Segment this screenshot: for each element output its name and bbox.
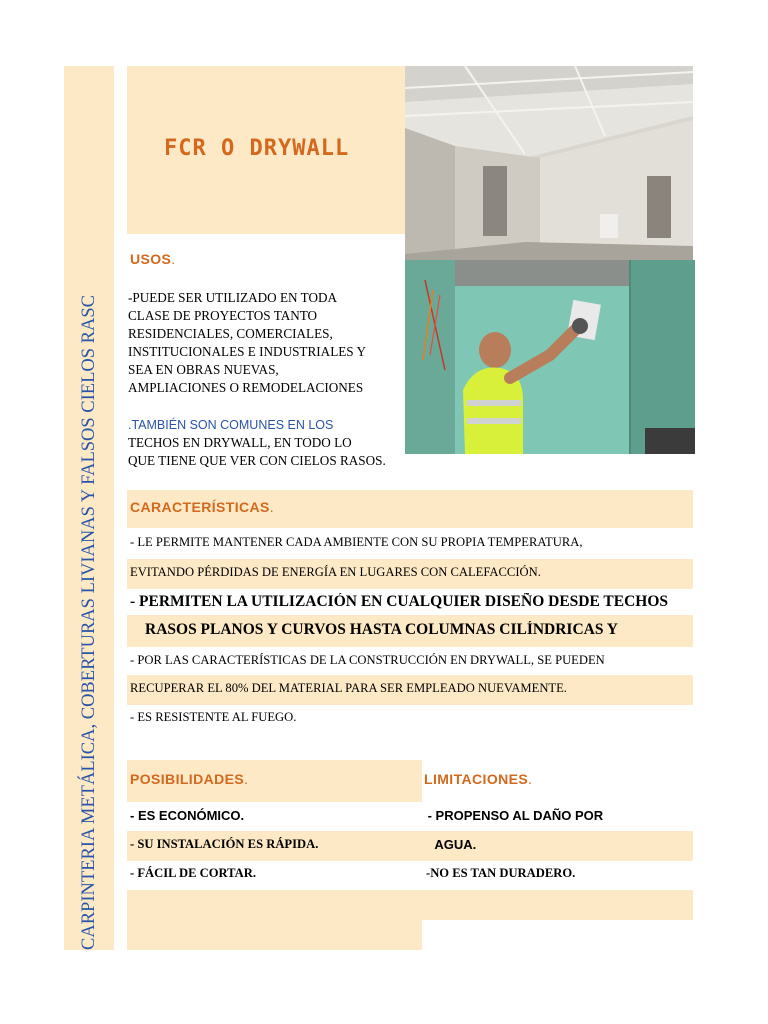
caracteristica-line-bold: RASOS PLANOS Y CURVOS HASTA COLUMNAS CILÍNDRICAS Y — [145, 621, 618, 638]
page-title: FCR O DRYWALL — [164, 136, 350, 161]
caracteristica-line: - POR LAS CARACTERÍSTICAS DE LA CONSTRUCCIÓN EN DRYWALL, SE PUEDEN — [130, 653, 605, 667]
caracteristica-line: - ES RESISTENTE AL FUEGO. — [130, 710, 297, 724]
limitacion-band — [422, 890, 693, 920]
drywall-room-photo — [405, 66, 693, 260]
posibilidades-heading: POSIBILIDADES. — [130, 771, 249, 787]
usos-paragraph-1: -PUEDE SER UTILIZADO EN TODA CLASE DE PROYECTOS TANTO RESIDENCIALES, COMERCIALES, INSTITUCIONALES E INDUSTRIALES Y SEA EN OBRAS NUEVAS, AMPLIACIONES O REMODELACIONES — [128, 290, 366, 395]
posibilidad-item: - ES ECONÓMICO. — [130, 808, 245, 823]
limitacion-item: -NO ES TAN DURADERO. — [426, 866, 576, 880]
caracteristica-line: - LE PERMITE MANTENER CADA AMBIENTE CON SU PROPIA TEMPERATURA, — [130, 535, 583, 549]
posibilidad-item: - SU INSTALACIÓN ES RÁPIDA. — [130, 837, 319, 851]
posibilidad-band — [127, 890, 422, 920]
limitacion-item: AGUA. — [424, 837, 477, 852]
sidebar-vertical-title: CARPINTERIA METÁLICA, COBERTURAS LIVIANAS Y FALSOS CIELOS RASC — [79, 294, 99, 950]
usos-paragraph-2: .TAMBIÉN SON COMUNES EN LOS TECHOS EN DRYWALL, EN TODO LO QUE TIENE QUE VER CON CIELOS RASOS. — [128, 418, 386, 468]
sidebar-band — [64, 66, 114, 950]
caracteristica-line: EVITANDO PÉRDIDAS DE ENERGÍA EN LUGARES CON CALEFACCIÓN. — [130, 565, 541, 579]
limitacion-item: - PROPENSO AL DAÑO POR — [424, 808, 604, 823]
limitaciones-heading: LIMITACIONES. — [424, 771, 533, 787]
caracteristicas-heading: CARACTERÍSTICAS. — [130, 499, 275, 515]
posibilidad-band — [127, 920, 422, 950]
usos-heading: USOS. — [130, 251, 176, 267]
worker-installing-drywall-photo — [405, 260, 695, 454]
caracteristica-line: RECUPERAR EL 80% DEL MATERIAL PARA SER EMPLEADO NUEVAMENTE. — [130, 681, 567, 695]
posibilidad-item: - FÁCIL DE CORTAR. — [130, 866, 256, 880]
caracteristica-line-bold: - PERMITEN LA UTILIZACIÓN EN CUALQUIER DISEÑO DESDE TECHOS — [130, 593, 669, 610]
